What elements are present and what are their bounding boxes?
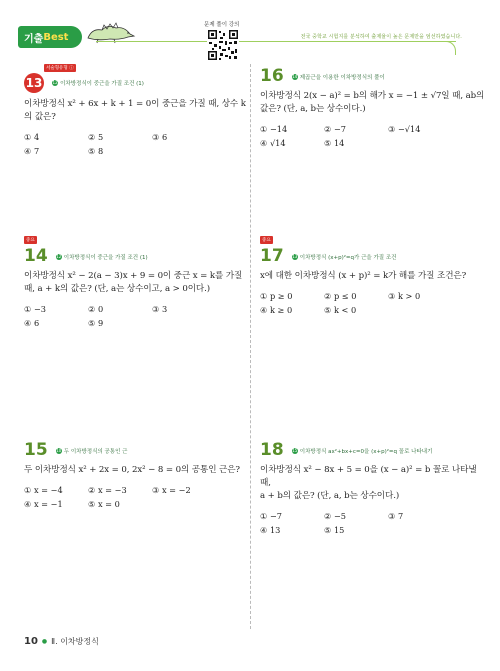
choice-5[interactable]: ⑤ 14 xyxy=(324,138,345,148)
topic-label: 두 이차방정식의 공통인 근 xyxy=(63,448,128,455)
choice-5[interactable]: ⑤ 9 xyxy=(88,318,104,328)
problem-badge: 서술형유형 ⓘ xyxy=(46,66,74,71)
problem-topic-tag xyxy=(292,447,433,455)
stem-line: 두 이차방정식 x² + 2x = 0, 2x² − 8 = 0의 공통인 근은? xyxy=(24,465,240,475)
problem-number: 17 xyxy=(260,246,284,266)
header-note: 전국 중학교 시험지를 분석하여 출제율이 높은 문제만을 엄선하였습니다. xyxy=(300,34,462,40)
choice-4[interactable]: ④ √14 xyxy=(260,138,286,148)
qr-code-icon[interactable] xyxy=(207,29,239,61)
problem-17 xyxy=(260,238,485,317)
choice-2[interactable]: ② 0 xyxy=(88,304,104,314)
topic-number-icon: 15 xyxy=(292,447,298,453)
topic-label: 이차방정식 (x+p)²=q가 근을 가질 조건 xyxy=(299,254,397,261)
choice-4[interactable]: ④ k ≥ 0 xyxy=(260,305,293,315)
problem-16 xyxy=(260,66,485,150)
choice-2[interactable]: ② −5 xyxy=(324,511,347,521)
problem-stem xyxy=(24,464,249,477)
choice-5[interactable]: ⑤ k < 0 xyxy=(324,305,357,315)
choice-5[interactable]: ⑤ 8 xyxy=(88,145,104,156)
stem-line: 이차방정식 x² − 2(a − 3)x + 9 = 0이 중근 x = k를 가질 xyxy=(24,271,243,281)
stem-line: 값은? (단, a, b는 상수이다.) xyxy=(260,104,366,114)
problem-number: 18 xyxy=(260,440,284,460)
stem-line: 때, a + k의 값은? (단, a는 상수이고, a > 0이다.) xyxy=(24,284,211,294)
problem-stem xyxy=(260,464,485,503)
choice-3[interactable]: ③ −√14 xyxy=(388,124,421,134)
choice-5[interactable]: ⑤ 15 xyxy=(324,525,345,535)
header-rule-curve xyxy=(440,41,456,55)
choice-1[interactable]: ① −7 xyxy=(260,511,283,521)
choice-3[interactable]: ③ k > 0 xyxy=(388,291,421,301)
choice-list xyxy=(24,130,249,158)
choice-list xyxy=(260,289,485,317)
problem-14 xyxy=(24,238,249,330)
choice-list xyxy=(24,302,249,330)
choice-1[interactable]: ① −14 xyxy=(260,124,288,134)
choice-5[interactable]: ⑤ x = 0 xyxy=(88,499,120,509)
choice-list xyxy=(260,122,485,150)
problem-badge: 중요 xyxy=(26,238,35,243)
topic-number-icon: 10 xyxy=(56,447,62,453)
choice-3[interactable]: ③ 7 xyxy=(388,511,404,521)
problem-stem xyxy=(260,270,485,283)
choice-1[interactable]: ① p ≥ 0 xyxy=(260,291,293,301)
choice-list xyxy=(260,509,485,537)
choice-2[interactable]: ② −7 xyxy=(324,124,347,134)
page-number: 10 xyxy=(24,636,38,647)
problem-stem xyxy=(260,90,485,116)
choice-2[interactable]: ② p ≤ 0 xyxy=(324,291,357,301)
choice-1[interactable]: ① x = −4 xyxy=(24,485,63,495)
problem-topic-tag xyxy=(56,253,148,261)
problem-topic-tag xyxy=(56,447,128,455)
problem-number: 14 xyxy=(24,246,48,266)
section-tab-label-a: 기출 xyxy=(24,33,44,45)
topic-label: 제곱근을 이용한 이차방정식의 풀이 xyxy=(299,74,385,81)
choice-2[interactable]: ② x = −3 xyxy=(88,485,127,495)
choice-4[interactable]: ④ x = −1 xyxy=(24,499,63,509)
choice-4[interactable]: ④ 7 xyxy=(24,145,40,156)
stem-line: 의 값은? xyxy=(24,111,56,122)
page-footer xyxy=(24,636,99,647)
problem-topic-tag xyxy=(52,79,144,87)
choice-list xyxy=(24,483,249,511)
qr-label: 문제 풀이 강의 xyxy=(204,22,240,28)
topic-label: 이차방정식 ax²+bx+c=0을 (x+p)²=q 꼴로 나타내기 xyxy=(299,448,433,455)
footer-separator: ● xyxy=(41,638,48,645)
stem-line: 이차방정식 x² − 8x + 5 = 0을 (x − a)² = b 꼴로 나타낼 때, xyxy=(260,465,477,488)
stem-line: a + b의 값은? (단, a, b는 상수이다.) xyxy=(260,491,400,501)
problem-topic-tag xyxy=(292,73,385,81)
choice-1[interactable]: ① 4 xyxy=(24,131,40,142)
stem-line: 이차방정식 2(x − a)² = b의 해가 x = −1 ± √7일 때, ab의 xyxy=(260,91,485,101)
chapter-title: Ⅱ. 이차방정식 xyxy=(51,637,99,646)
column-divider xyxy=(250,64,251,629)
choice-3[interactable]: ③ 3 xyxy=(152,304,168,314)
choice-4[interactable]: ④ 6 xyxy=(24,318,40,328)
problem-stem xyxy=(24,98,249,124)
problem-13 xyxy=(24,66,249,158)
stem-line: 이차방정식 x² + 6x + k + 1 = 0이 중근을 가질 때, 상수 k xyxy=(24,98,246,109)
topic-label: 이차방정식이 중근을 가질 조건 (1) xyxy=(60,80,144,87)
problem-topic-tag xyxy=(292,253,397,261)
section-tab xyxy=(18,26,82,48)
problem-badge: 중요 xyxy=(262,238,271,243)
problem-number: 13 xyxy=(24,73,44,93)
section-tab-label-b: Best xyxy=(43,31,69,43)
choice-3[interactable]: ③ 6 xyxy=(152,131,168,142)
topic-number-icon: 12 xyxy=(52,79,58,85)
topic-number-icon: 12 xyxy=(56,253,62,259)
choice-4[interactable]: ④ 13 xyxy=(260,525,281,535)
problem-stem xyxy=(24,270,249,296)
problem-number: 16 xyxy=(260,66,284,86)
choice-2[interactable]: ② 5 xyxy=(88,131,104,142)
choice-1[interactable]: ① −3 xyxy=(24,304,47,314)
header-rule xyxy=(96,41,456,42)
problem-18 xyxy=(260,440,485,537)
problem-number: 15 xyxy=(24,440,48,460)
problem-15 xyxy=(24,440,249,511)
topic-number-icon: 13 xyxy=(292,253,298,259)
choice-3[interactable]: ③ x = −2 xyxy=(152,485,191,495)
topic-label: 이차방정식이 중근을 가질 조건 (1) xyxy=(63,254,148,261)
stem-line: x에 대한 이차방정식 (x + p)² = k가 해를 가질 조건은? xyxy=(260,271,467,281)
topic-number-icon: 14 xyxy=(292,73,298,79)
